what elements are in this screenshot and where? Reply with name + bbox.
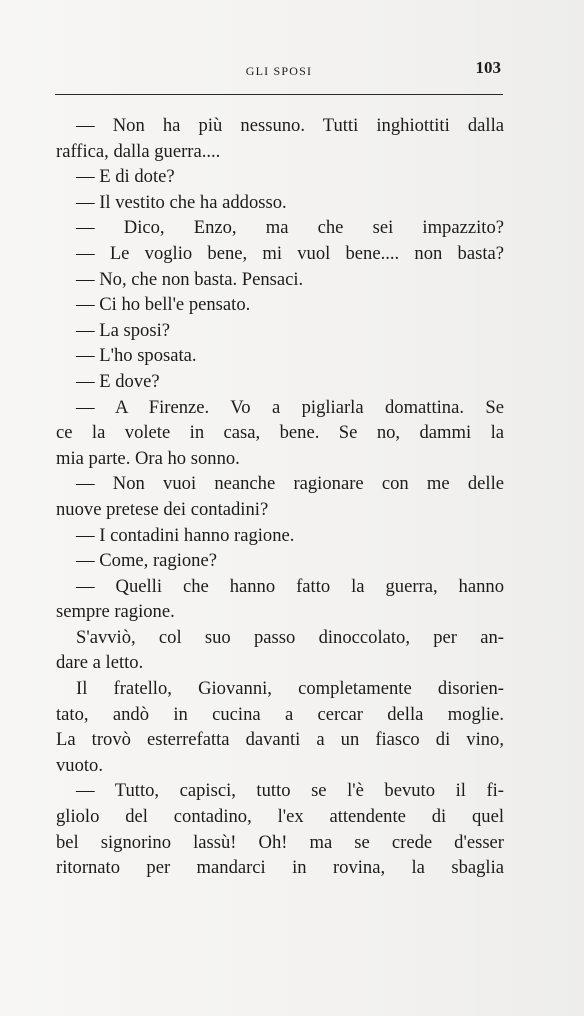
text-line: — A Firenze. Vo a pigliarla domattina. Se [76, 396, 504, 418]
text-line: — Quelli che hanno fatto la guerra, hanno [76, 575, 504, 597]
text-line: — Tutto, capisci, tutto se l'è bevuto il fi- [76, 780, 504, 802]
text-line: bel signorino lassù! Oh! ma se crede d'esser [56, 831, 504, 853]
text-line: raffica, dalla guerra.... [56, 140, 221, 162]
running-title: GLI SPOSI [245, 64, 313, 78]
body-text [56, 113, 504, 881]
text-line: tato, andò in cucina a cercar della moglie. [56, 703, 504, 725]
text-line: S'avviò, col suo passo dinoccolato, per an- [76, 626, 504, 648]
text-line: — Come, ragione? [76, 550, 217, 572]
text-line: gliolo del contadino, l'ex attendente di quel [56, 806, 504, 828]
text-line: La trovò esterrefatta davanti a un fiasco di vino, [56, 729, 504, 751]
text-line: — I contadini hanno ragione. [76, 524, 295, 546]
text-line: — Ci ho bell'e pensato. [76, 294, 251, 316]
page-number: 103 [475, 58, 501, 77]
text-line: — Dico, Enzo, ma che sei impazzito? [76, 217, 504, 239]
text-line: — L'ho sposata. [76, 345, 197, 367]
text-line: — Le voglio bene, mi vuol bene.... non basta? [76, 242, 504, 264]
header-rule [55, 94, 503, 95]
text-line: nuove pretese dei contadini? [56, 498, 269, 520]
text-line: ce la volete in casa, bene. Se no, dammi la [56, 422, 504, 444]
text-line: sempre ragione. [56, 601, 175, 623]
text-line: mia parte. Ora ho sonno. [56, 447, 240, 469]
text-line: Il fratello, Giovanni, completamente disorien- [76, 678, 504, 700]
text-line: — E dove? [76, 370, 160, 392]
text-line: — Non vuoi neanche ragionare con me delle [76, 473, 504, 495]
text-line: vuoto. [56, 754, 104, 776]
text-line: — Il vestito che ha addosso. [76, 191, 287, 213]
text-line: — Non ha più nessuno. Tutti inghiottiti dalla [76, 115, 504, 136]
text-line: — La sposi? [76, 319, 170, 341]
text-line: — E di dote? [76, 166, 175, 188]
running-head [55, 58, 503, 88]
text-line: dare a letto. [56, 652, 144, 674]
text-line: — No, che non basta. Pensaci. [76, 268, 304, 290]
text-line: ritornato per mandarci in rovina, la sbaglia [56, 857, 504, 879]
